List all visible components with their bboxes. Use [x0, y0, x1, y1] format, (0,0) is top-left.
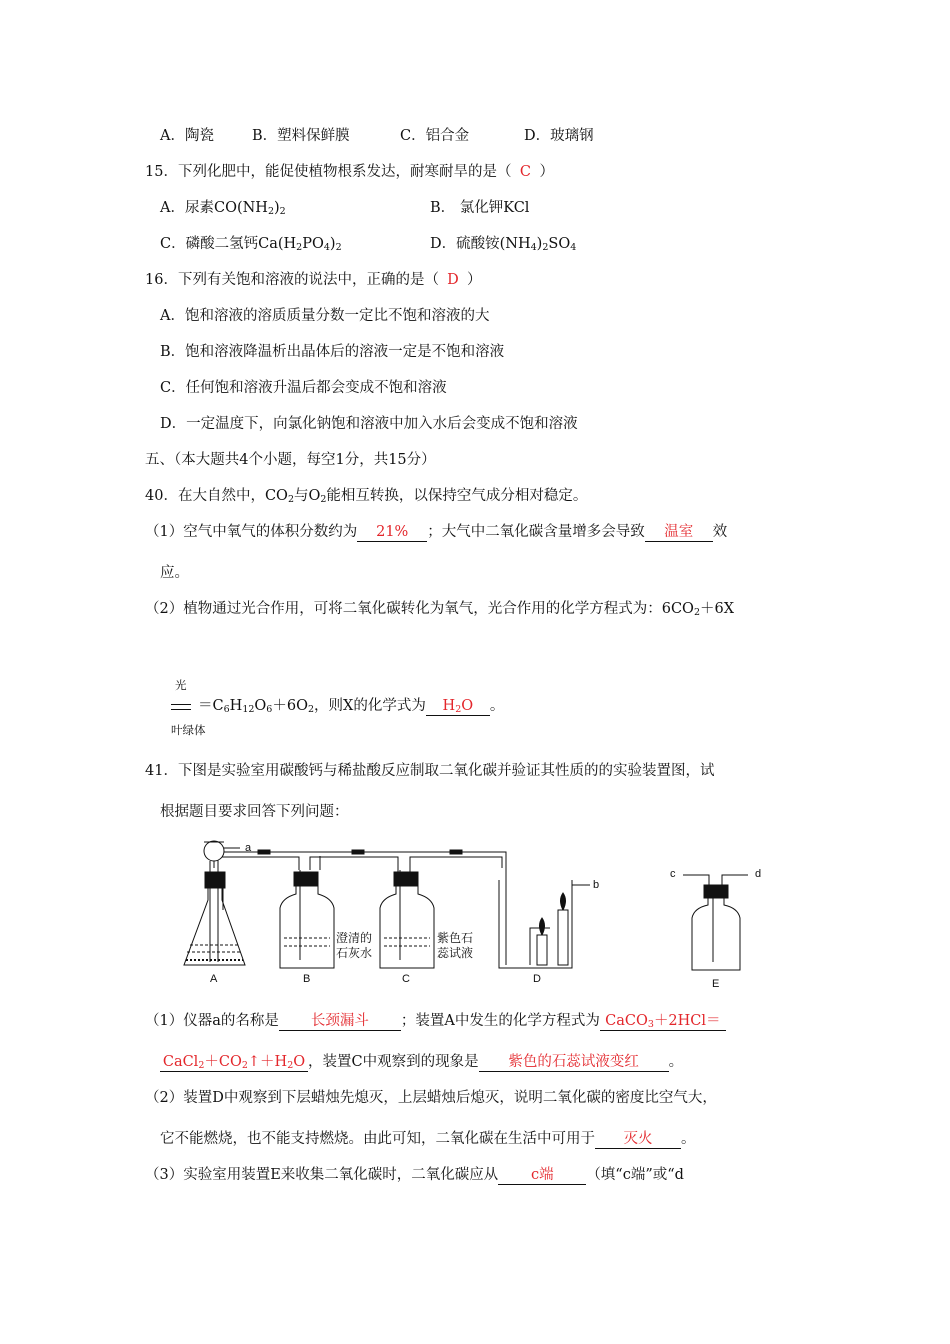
- q40-answer-oxygen: 21%: [357, 524, 427, 542]
- q41-part1-cont: $CaCl_2+CO_2↑+H_2O$ ，装置C中观察到的现象是 紫色的石蕊试液变红 。: [160, 1053, 683, 1072]
- q15-option-a: A．尿素$CO(NH_2)_2$: [160, 200, 286, 217]
- q16-option-c: C．任何饱和溶液升温后都会变成不饱和溶液: [160, 380, 447, 396]
- q14-option-a: A．陶瓷: [160, 128, 214, 144]
- q15-answer: C: [519, 164, 531, 180]
- q40-part2: （2）植物通过光合作用，可将二氧化碳转化为氧气，光合作用的化学方程式为：$6CO_2+6X$: [145, 601, 735, 618]
- q15-option-c: C．磷酸二氢钙$Ca(H_2PO_4)_2$: [160, 236, 342, 253]
- q41-part2-cont: 它不能燃烧，也不能支持燃烧。由此可知，二氧化碳在生活中可用于 灭火 。: [160, 1131, 696, 1147]
- reaction-condition-chlorophyll: 叶绿体: [171, 723, 206, 737]
- q16-stem: 16．下列有关饱和溶液的说法中，正确的是（ D ）: [145, 272, 482, 288]
- q14-option-d: D．玻璃钢: [524, 128, 594, 144]
- label-E: E: [712, 978, 720, 990]
- label-C: C: [402, 973, 410, 985]
- q41-part2: （2）装置D中观察到下层蜡烛先熄灭，上层蜡烛后熄灭，说明二氧化碳的密度比空气大，: [145, 1090, 717, 1106]
- label-a: a: [245, 842, 252, 854]
- q40-equation: $=C_6H_{12}O_6+6O_2$，则X的化学式为 $H_2O$ 。: [198, 698, 505, 715]
- q16-option-d: D．一定温度下，向氯化钠饱和溶液中加入水后会变成不饱和溶液: [160, 416, 578, 432]
- label-limewater-2: 石灰水: [336, 946, 373, 960]
- q41-answer-funnel: 长颈漏斗: [279, 1013, 401, 1031]
- q15-stem: 15．下列化肥中，能促使植物根系发达，耐寒耐旱的是（ C ）: [145, 164, 554, 180]
- q15-option-b: B． 氯化钾KCl: [430, 200, 530, 216]
- q15-option-d: D．硫酸铵$(NH_4)_2SO_4$: [430, 236, 577, 253]
- long-neck-funnel: [204, 841, 252, 962]
- label-limewater-1: 澄清的: [336, 931, 373, 945]
- label-A: A: [210, 973, 218, 985]
- q40-stem: 40．在大自然中，$CO_2$与$O_2$能相互转换，以保持空气成分相对稳定。: [145, 488, 588, 505]
- q40-answer-x: $H_2O$: [426, 698, 490, 716]
- q14-option-b: B．塑料保鲜膜: [252, 128, 350, 144]
- bottle-c: [380, 870, 473, 985]
- label-d: d: [755, 868, 762, 880]
- q40-part1: （1）空气中氧气的体积分数约为 21% ；大气中二氧化碳含量增多会导致 温室 效: [145, 524, 728, 540]
- label-c: c: [670, 868, 676, 880]
- connecting-tubes: [214, 850, 506, 872]
- section-5-heading: 五、（本大题共4个小题，每空1分，共15分）: [145, 452, 436, 468]
- label-b: b: [593, 879, 600, 891]
- q14-option-c: C．铝合金: [400, 128, 470, 144]
- q41-stem-line1: 41．下图是实验室用碳酸钙与稀盐酸反应制取二氧化碳并验证其性质的的实验装置图，试: [145, 763, 715, 779]
- q41-part1: （1）仪器a的名称是 长颈漏斗 ；装置A中发生的化学方程式为 CaCO$_3$＋2HCl＝: [145, 1012, 726, 1031]
- q40-part1-cont: 应。: [160, 565, 189, 581]
- q41-stem-line2: 根据题目要求回答下列问题：: [160, 804, 349, 820]
- bottle-b: [280, 870, 372, 985]
- q41-answer-equation-1: CaCO$_3$＋2HCl＝: [600, 1013, 726, 1031]
- beaker-d: [499, 872, 599, 985]
- q41-part3: （3）实验室用装置E来收集二氧化碳时，二氧化碳应从 c端 （填“c端”或“d: [145, 1167, 684, 1183]
- q16-option-b: B．饱和溶液降温析出晶体后的溶液一定是不饱和溶液: [160, 344, 505, 360]
- label-B: B: [303, 973, 311, 985]
- label-litmus-1: 紫色石: [437, 931, 474, 945]
- q41-answer-phenomenon: 紫色的石蕊试液变红: [479, 1054, 669, 1072]
- q40-answer-greenhouse: 温室: [645, 524, 713, 542]
- label-litmus-2: 蕊试液: [437, 946, 474, 960]
- q41-answer-equation-2: $CaCl_2+CO_2↑+H_2O$: [160, 1054, 308, 1072]
- label-D: D: [533, 973, 541, 985]
- flask-a: [184, 872, 245, 985]
- q41-answer-use: 灭火: [595, 1131, 681, 1149]
- bottle-e: [670, 868, 761, 990]
- q16-answer: D: [447, 272, 459, 288]
- reaction-condition-light: 光: [175, 678, 187, 692]
- q41-answer-inlet: c端: [498, 1167, 586, 1185]
- q16-option-a: A．饱和溶液的溶质质量分数一定比不饱和溶液的大: [160, 308, 490, 324]
